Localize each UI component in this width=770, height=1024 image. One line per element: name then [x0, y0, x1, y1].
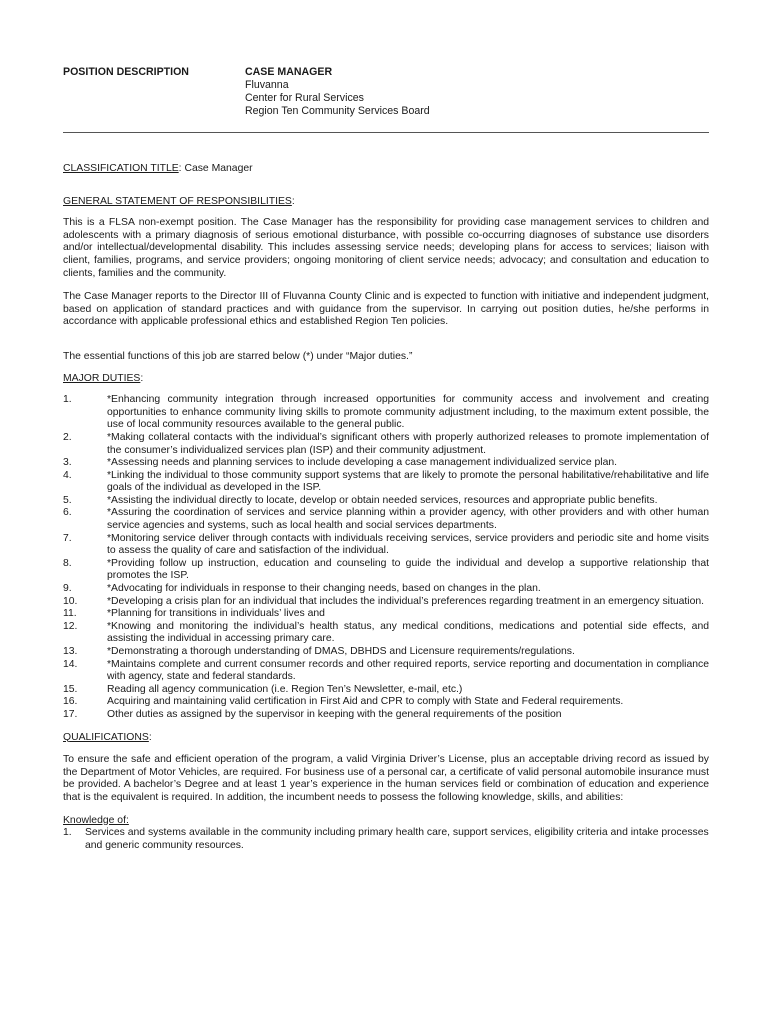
list-item-text: Services and systems available in the community including primary health care, support services, eligibility criteria and intake processes and generic community resources. [85, 827, 709, 851]
list-item [63, 827, 709, 852]
list-item-number: 1. [63, 827, 72, 839]
list-item-text: *Monitoring service deliver through contacts with individuals receiving services, service providers and periodic site and home visits to assess the quality of care and satisfaction of the individual. [107, 532, 709, 557]
list-item-number: 4. [63, 469, 72, 481]
list-item-number: 9. [63, 583, 72, 595]
list-item-number: 7. [63, 532, 72, 544]
list-item-text: *Maintains complete and current consumer records and other required reports, service reporting and documentation in compliance with agency, state and federal standards. [107, 658, 709, 683]
list-item [63, 457, 709, 470]
list-item-number: 11. [63, 608, 77, 620]
list-item-text: Other duties as assigned by the supervisor in keeping with the general requirements of the position [107, 708, 562, 720]
qualifications-para: To ensure the safe and efficient operation of the program, a valid Virginia Driver’s License, plus an acceptable driving record as issued by the Department of Motor Vehicles, are required. For business use of a personal car, a certificate of valid personal automobile insurance must be provided. A bachelor’s Degree and at least 1 year’s experience in the human services field or combination of education and experience that is the equivalent is required. In addition, the incumbent needs to possess the following knowledge, skills, and abilities: [63, 754, 709, 803]
list-item-number: 8. [63, 557, 72, 569]
list-item-number: 5. [63, 494, 72, 506]
list-item [63, 608, 709, 621]
list-item [63, 596, 709, 609]
major-duties-list [63, 394, 709, 721]
list-item [63, 495, 709, 508]
list-item [63, 432, 709, 457]
list-item [63, 533, 709, 558]
classification-heading: CLASSIFICATION TITLE [63, 163, 179, 174]
list-item [63, 709, 709, 722]
list-item-text: *Developing a crisis plan for an individual that includes the individual’s preferences regarding treatment in an emergency situation. [107, 595, 705, 607]
list-item-number: 10. [63, 595, 78, 607]
classification-value: : Case Manager [178, 163, 253, 174]
list-item-number: 15. [63, 683, 78, 695]
header-line-location: Fluvanna [245, 79, 289, 91]
list-item-number: 6. [63, 507, 72, 519]
classification-title [63, 163, 709, 176]
header-divider [63, 132, 709, 133]
list-item-text: *Knowing and monitoring the individual’s health status, any medical conditions, medications and potential side effects, and assisting the individual in accessing primary care. [107, 620, 709, 645]
list-item-number: 14. [63, 658, 78, 670]
list-item [63, 507, 709, 532]
list-item-text: Acquiring and maintaining valid certification in First Aid and CPR to comply with State and Federal requirements. [107, 696, 624, 708]
list-item [63, 583, 709, 596]
list-item-text: *Assessing needs and planning services to include developing a case management individualized service plan. [107, 457, 618, 469]
list-item-text: *Assisting the individual directly to locate, develop or obtain needed services, resources and appropriate public benefits. [107, 494, 658, 506]
list-item-number: 12. [63, 620, 78, 632]
knowledge-list [63, 827, 709, 852]
list-item-text: *Planning for transitions in individuals’ lives and [107, 608, 325, 620]
list-item-text: *Providing follow up instruction, education and counseling to guide the individual and develop a supportive relationship that promotes the ISP. [107, 557, 709, 582]
general-statement-heading: GENERAL STATEMENT OF RESPONSIBILITIES: [63, 195, 295, 207]
list-item [63, 470, 709, 495]
list-item-number: 1. [63, 394, 72, 406]
header-line-center: Center for Rural Services [245, 92, 364, 104]
essential-functions-note: The essential functions of this job are starred below (*) under “Major duties.” [63, 350, 413, 362]
header-line-board: Region Ten Community Services Board [245, 105, 430, 117]
major-duties-heading: MAJOR DUTIES: [63, 372, 144, 384]
position-description-label: POSITION DESCRIPTION [63, 66, 189, 78]
list-item-number: 17. [63, 708, 78, 720]
knowledge-heading: Knowledge of: [63, 814, 129, 826]
document-body [63, 163, 709, 852]
list-item [63, 684, 709, 697]
position-title: CASE MANAGER [245, 66, 333, 78]
list-item-text: *Linking the individual to those community support systems that are likely to promote the personal habilitative/rehabilitative and life goals of the individual as developed in the ISP. [107, 469, 709, 494]
list-item-text: Reading all agency communication (i.e. Region Ten’s Newsletter, e-mail, etc.) [107, 683, 463, 695]
qualifications-heading: QUALIFICATIONS: [63, 731, 152, 743]
list-item-text: *Demonstrating a thorough understanding of DMAS, DBHDS and Licensure requirements/regulations. [107, 646, 575, 657]
list-item [63, 394, 709, 432]
general-para-1: This is a FLSA non-exempt position. The Case Manager has the responsibility for providing case management services to children and adolescents with a primary diagnosis of serious emotional disturbance, with possible co-occurring diagnoses of substance use disorders and/or intellectual/developmental disability. This includes assessing service needs; developing plans for access to services; liaison with client, families, programs, and service providers; ongoing monitoring of client service needs; advocacy; and consultation and education to clients, families and the community. [63, 217, 709, 279]
list-item-text: *Enhancing community integration through increased opportunities for community access and involvement and creating opportunities to enhance community living skills to promote community adjustment including, to the maximum extent possible, the use of local community resources available to the general public. [107, 394, 709, 431]
list-item-number: 16. [63, 696, 78, 708]
list-item-number: 3. [63, 457, 72, 469]
list-item-number: 13. [63, 646, 78, 657]
position-info [245, 66, 430, 118]
list-item [63, 659, 709, 684]
list-item-text: *Making collateral contacts with the individual’s significant others with properly authorized releases to promote implementation of the consumer’s individualized services plan (ISP) and their community adjustment. [107, 431, 709, 456]
list-item [63, 558, 709, 583]
list-item [63, 621, 709, 646]
general-para-2: The Case Manager reports to the Director III of Fluvanna County Clinic and is expected to function with initiative and independent judgment, based on application of standard practices and with guidance from the supervisor. In carrying out position duties, he/she performs in accordance with applicable professional ethics and established Region Ten policies. [63, 291, 709, 328]
list-item-text: *Assuring the coordination of services and service planning within a provider agency, with other providers and with other human service agencies and systems, such as local health and social services departments. [107, 507, 709, 532]
list-item-text: *Advocating for individuals in response to their changing needs, based on changes in the plan. [107, 583, 541, 595]
list-item-number: 2. [63, 431, 72, 443]
list-item [63, 696, 709, 709]
list-item [63, 646, 709, 659]
